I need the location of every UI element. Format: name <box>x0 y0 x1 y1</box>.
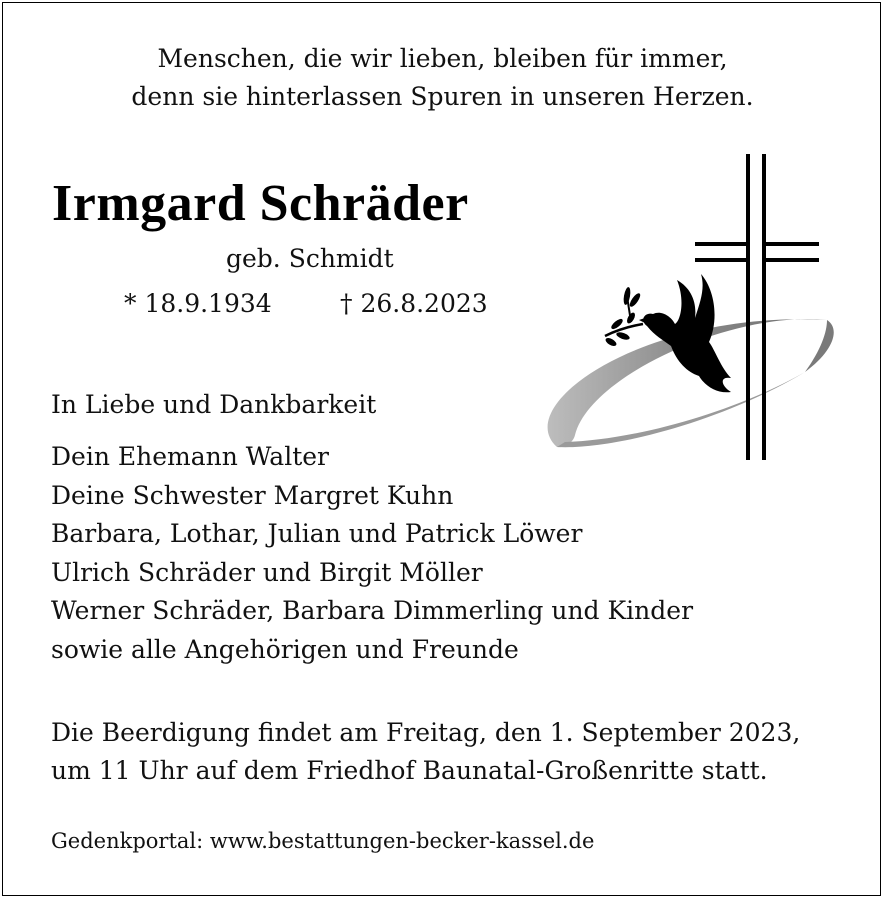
funeral-notice <box>51 714 800 790</box>
death-date: † 26.8.2023 <box>340 289 488 318</box>
memorial-quote <box>0 40 885 116</box>
deceased-name: Irmgard Schräder <box>52 175 469 232</box>
mourner-line: Deine Schwester Margret Kuhn <box>51 480 454 510</box>
funeral-line-2: um 11 Uhr auf dem Friedhof Baunatal-Großenritte statt. <box>51 756 768 785</box>
intro-text: In Liebe und Dankbarkeit <box>51 390 377 419</box>
quote-line-2: denn sie hinterlassen Spuren in unseren Herzen. <box>131 82 754 111</box>
memorial-portal-link: Gedenkportal: www.bestattungen-becker-kassel.de <box>51 829 595 853</box>
mourners-list <box>51 438 693 669</box>
memorial-emblem <box>535 150 835 474</box>
birth-date: * 18.9.1934 <box>124 289 272 318</box>
mourner-line: sowie alle Angehörigen und Freunde <box>51 634 519 664</box>
mourner-line: Barbara, Lothar, Julian und Patrick Löwer <box>51 519 583 548</box>
maiden-name: geb. Schmidt <box>226 244 394 273</box>
mourner-line: Werner Schräder, Barbara Dimmerling und Kinder <box>51 596 694 625</box>
quote-line-1: Menschen, die wir lieben, bleiben für immer, <box>157 44 728 73</box>
mourner-line: Dein Ehemann Walter <box>51 442 330 471</box>
mourner-line: Ulrich Schräder und Birgit Möller <box>51 557 483 587</box>
funeral-line-1: Die Beerdigung findet am Freitag, den 1. September 2023, <box>51 718 801 747</box>
